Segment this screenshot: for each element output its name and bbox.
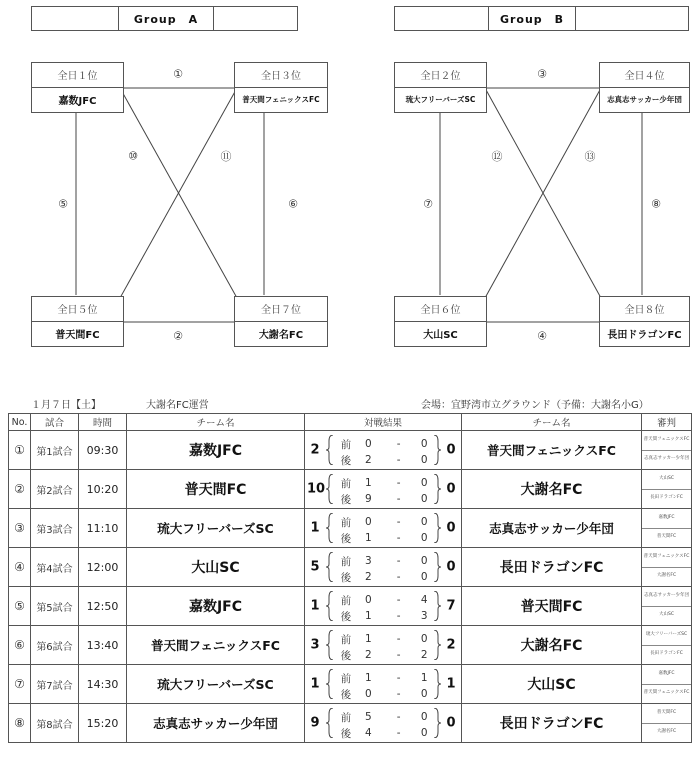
match-result bbox=[305, 509, 462, 548]
home-total-score: 1 bbox=[310, 598, 320, 614]
second-half-away: 0 bbox=[420, 454, 428, 466]
referee-2: 大山SC bbox=[659, 612, 674, 618]
team-name: 大謝名FC bbox=[258, 330, 304, 342]
group-b-team-top-right bbox=[599, 62, 690, 113]
first-half-home: 0 bbox=[364, 438, 372, 450]
referee-2: 大謝名FC bbox=[656, 573, 677, 579]
home-total-score: 10 bbox=[307, 481, 326, 497]
table-row bbox=[9, 509, 692, 548]
home-team: 志真志サッカー少年団 bbox=[127, 704, 305, 743]
team-name: 普天間フェニックスFC bbox=[242, 95, 320, 105]
first-half-away: 4 bbox=[420, 594, 428, 606]
home-total-score: 2 bbox=[310, 442, 320, 458]
away-total-score: 0 bbox=[446, 481, 456, 497]
header-time: 時間 bbox=[79, 414, 127, 431]
score-dash: - bbox=[396, 532, 401, 544]
match-time: 15:20 bbox=[79, 704, 127, 743]
second-half-away: 0 bbox=[420, 727, 428, 739]
table-row bbox=[9, 587, 692, 626]
header-no: No. bbox=[9, 414, 31, 431]
group-a-match-label-diag1: ⑩ bbox=[128, 149, 138, 163]
right-brace-icon bbox=[433, 552, 441, 582]
second-half-label: 後 bbox=[340, 454, 352, 467]
second-half-home: 1 bbox=[364, 610, 372, 622]
group-a-match-label-right: ⑥ bbox=[288, 197, 298, 211]
home-total-score: 1 bbox=[310, 520, 320, 536]
score-dash: - bbox=[396, 711, 401, 723]
home-team: 琉大フリーバーズSC bbox=[127, 665, 305, 704]
right-brace-icon bbox=[433, 474, 441, 504]
team-rank: 全日６位 bbox=[395, 297, 486, 322]
match-time: 12:50 bbox=[79, 587, 127, 626]
group-b-team-bottom-right bbox=[599, 296, 690, 347]
referee-cell bbox=[642, 587, 692, 626]
first-half-row bbox=[337, 632, 433, 646]
table-row bbox=[9, 665, 692, 704]
second-half-row bbox=[337, 609, 433, 623]
match-game: 第1試合 bbox=[31, 431, 79, 470]
score-dash: - bbox=[396, 672, 401, 684]
group-b-team-top-left bbox=[394, 62, 487, 113]
left-brace-icon bbox=[326, 474, 334, 504]
match-number: ② bbox=[9, 470, 31, 509]
referee-1: 普天間フェニックスFC bbox=[642, 432, 691, 451]
team-name: 嘉数JFC bbox=[58, 96, 97, 108]
second-half-row bbox=[337, 492, 433, 506]
group-a-team-top-left bbox=[31, 62, 124, 113]
away-team: 普天間フェニックスFC bbox=[462, 431, 642, 470]
team-name: 長田ドラゴンFC bbox=[607, 330, 682, 342]
header-game: 試合 bbox=[31, 414, 79, 431]
away-team: 大謝名FC bbox=[462, 470, 642, 509]
away-total-score: 0 bbox=[446, 559, 456, 575]
first-half-away: 0 bbox=[420, 555, 428, 567]
first-half-row bbox=[337, 554, 433, 568]
referee-cell bbox=[642, 548, 692, 587]
match-number: ⑤ bbox=[9, 587, 31, 626]
match-number: ① bbox=[9, 431, 31, 470]
second-half-row bbox=[337, 531, 433, 545]
venue: 会場：宜野湾市立グラウンド（予備：大謝名小G） bbox=[421, 400, 649, 411]
right-brace-icon bbox=[433, 630, 441, 660]
second-half-away: 0 bbox=[420, 493, 428, 505]
team-rank: 全日７位 bbox=[235, 297, 327, 322]
referee-1: 嘉数JFC bbox=[642, 510, 691, 529]
match-result bbox=[305, 470, 462, 509]
first-half-away: 1 bbox=[420, 672, 428, 684]
away-team: 長田ドラゴンFC bbox=[462, 548, 642, 587]
first-half-home: 0 bbox=[364, 516, 372, 528]
score-dash: - bbox=[396, 610, 401, 622]
score-dash: - bbox=[396, 555, 401, 567]
table-row bbox=[9, 626, 692, 665]
group-a-title: Group A bbox=[119, 7, 214, 30]
left-brace-icon bbox=[326, 630, 334, 660]
home-team: 嘉数JFC bbox=[127, 587, 305, 626]
first-half-label: 前 bbox=[340, 477, 352, 490]
second-half-label: 後 bbox=[340, 727, 352, 740]
referee-cell bbox=[642, 431, 692, 470]
group-b-title: Group B bbox=[489, 7, 576, 30]
right-brace-icon bbox=[433, 435, 441, 465]
second-half-row bbox=[337, 726, 433, 740]
home-team: 琉大フリーバーズSC bbox=[127, 509, 305, 548]
organizer: 大謝名FC運営 bbox=[146, 400, 209, 411]
referee-1: 普天間FC bbox=[642, 705, 691, 724]
away-team: 志真志サッカー少年団 bbox=[462, 509, 642, 548]
match-number: ⑦ bbox=[9, 665, 31, 704]
match-game: 第8試合 bbox=[31, 704, 79, 743]
left-brace-icon bbox=[326, 435, 334, 465]
match-number: ⑧ bbox=[9, 704, 31, 743]
referee-2: 普天間FC bbox=[656, 534, 677, 540]
first-half-label: 前 bbox=[340, 516, 352, 529]
score-dash: - bbox=[396, 633, 401, 645]
left-brace-icon bbox=[326, 591, 334, 621]
referee-cell bbox=[642, 626, 692, 665]
match-result bbox=[305, 665, 462, 704]
referee-1: 嘉数JFC bbox=[642, 666, 691, 685]
referee-cell bbox=[642, 470, 692, 509]
match-number: ⑥ bbox=[9, 626, 31, 665]
group-b-title-bar bbox=[394, 6, 689, 31]
team-rank: 全日４位 bbox=[600, 63, 689, 88]
header-ref: 審判 bbox=[642, 414, 692, 431]
right-brace-icon bbox=[433, 591, 441, 621]
left-brace-icon bbox=[326, 669, 334, 699]
away-team: 普天間FC bbox=[462, 587, 642, 626]
away-total-score: 2 bbox=[446, 637, 456, 653]
table-row bbox=[9, 548, 692, 587]
first-half-home: 1 bbox=[364, 477, 372, 489]
group-a-match-label-diag2: ⑪ bbox=[220, 150, 232, 163]
first-half-label: 前 bbox=[340, 438, 352, 451]
match-game: 第3試合 bbox=[31, 509, 79, 548]
match-date: １月７日【土】 bbox=[31, 400, 101, 411]
referee-1: 琉大フリーバーズSC bbox=[642, 627, 691, 646]
referee-cell bbox=[642, 509, 692, 548]
away-total-score: 0 bbox=[446, 442, 456, 458]
first-half-row bbox=[337, 710, 433, 724]
first-half-label: 前 bbox=[340, 555, 352, 568]
first-half-away: 0 bbox=[420, 711, 428, 723]
first-half-label: 前 bbox=[340, 633, 352, 646]
referee-2: 長田ドラゴンFC bbox=[650, 495, 683, 501]
score-dash: - bbox=[396, 438, 401, 450]
team-rank: 全日８位 bbox=[600, 297, 689, 322]
team-rank: 全日２位 bbox=[395, 63, 486, 88]
table-header-row bbox=[9, 414, 692, 431]
referee-cell bbox=[642, 704, 692, 743]
table-row bbox=[9, 704, 692, 743]
header-result: 対戦結果 bbox=[305, 414, 462, 431]
home-total-score: 1 bbox=[310, 676, 320, 692]
second-half-away: 0 bbox=[420, 571, 428, 583]
second-half-home: 4 bbox=[364, 727, 372, 739]
match-time: 14:30 bbox=[79, 665, 127, 704]
header-team2: チーム名 bbox=[462, 414, 642, 431]
away-team: 大謝名FC bbox=[462, 626, 642, 665]
second-half-label: 後 bbox=[340, 532, 352, 545]
match-result bbox=[305, 548, 462, 587]
group-b-match-label-bottom: ④ bbox=[537, 329, 547, 343]
second-half-label: 後 bbox=[340, 610, 352, 623]
second-half-home: 2 bbox=[364, 649, 372, 661]
left-brace-icon bbox=[326, 513, 334, 543]
score-dash: - bbox=[396, 688, 401, 700]
home-team: 普天間フェニックスFC bbox=[127, 626, 305, 665]
home-total-score: 9 bbox=[310, 715, 320, 731]
table-row bbox=[9, 431, 692, 470]
home-total-score: 5 bbox=[310, 559, 320, 575]
referee-cell bbox=[642, 665, 692, 704]
away-total-score: 0 bbox=[446, 520, 456, 536]
second-half-row bbox=[337, 648, 433, 662]
group-b-title-blank-right bbox=[576, 7, 688, 30]
home-team: 大山SC bbox=[127, 548, 305, 587]
second-half-row bbox=[337, 570, 433, 584]
match-number: ④ bbox=[9, 548, 31, 587]
team-name: 琉大フリーバーズSC bbox=[405, 95, 476, 105]
match-result bbox=[305, 704, 462, 743]
team-name: 普天間FC bbox=[55, 330, 100, 342]
first-half-row bbox=[337, 437, 433, 451]
first-half-row bbox=[337, 476, 433, 490]
group-a-match-label-bottom: ② bbox=[173, 329, 183, 343]
away-team: 長田ドラゴンFC bbox=[462, 704, 642, 743]
first-half-label: 前 bbox=[340, 594, 352, 607]
match-time: 13:40 bbox=[79, 626, 127, 665]
group-a-match-label-left: ⑤ bbox=[58, 197, 68, 211]
first-half-row bbox=[337, 593, 433, 607]
second-half-home: 9 bbox=[364, 493, 372, 505]
group-b-match-label-diag2: ⑬ bbox=[584, 150, 596, 163]
first-half-away: 0 bbox=[420, 477, 428, 489]
referee-2: 長田ドラゴンFC bbox=[650, 651, 683, 657]
first-half-label: 前 bbox=[340, 672, 352, 685]
match-number: ③ bbox=[9, 509, 31, 548]
score-dash: - bbox=[396, 493, 401, 505]
group-b-match-label-top: ③ bbox=[537, 67, 547, 81]
score-dash: - bbox=[396, 727, 401, 739]
first-half-away: 0 bbox=[420, 633, 428, 645]
first-half-home: 0 bbox=[364, 594, 372, 606]
second-half-home: 2 bbox=[364, 571, 372, 583]
match-time: 12:00 bbox=[79, 548, 127, 587]
schedule-table bbox=[8, 413, 692, 743]
score-dash: - bbox=[396, 571, 401, 583]
left-brace-icon bbox=[326, 708, 334, 738]
second-half-label: 後 bbox=[340, 649, 352, 662]
team-name: 志真志サッカー少年団 bbox=[607, 95, 682, 105]
first-half-label: 前 bbox=[340, 711, 352, 724]
match-result bbox=[305, 587, 462, 626]
match-game: 第7試合 bbox=[31, 665, 79, 704]
team-rank: 全日３位 bbox=[235, 63, 327, 88]
first-half-row bbox=[337, 515, 433, 529]
match-time: 09:30 bbox=[79, 431, 127, 470]
second-half-home: 1 bbox=[364, 532, 372, 544]
referee-2: 大謝名FC bbox=[656, 729, 677, 735]
referee-1: 普天間フェニックスFC bbox=[642, 549, 691, 568]
right-brace-icon bbox=[433, 669, 441, 699]
second-half-away: 0 bbox=[420, 688, 428, 700]
group-a-match-label-top: ① bbox=[173, 67, 183, 81]
match-result bbox=[305, 626, 462, 665]
group-a-team-bottom-right bbox=[234, 296, 328, 347]
first-half-home: 1 bbox=[364, 672, 372, 684]
team-rank: 全日１位 bbox=[32, 63, 123, 88]
first-half-away: 0 bbox=[420, 516, 428, 528]
score-dash: - bbox=[396, 594, 401, 606]
match-time: 11:10 bbox=[79, 509, 127, 548]
match-game: 第6試合 bbox=[31, 626, 79, 665]
second-half-home: 2 bbox=[364, 454, 372, 466]
second-half-away: 2 bbox=[420, 649, 428, 661]
home-team: 嘉数JFC bbox=[127, 431, 305, 470]
score-dash: - bbox=[396, 454, 401, 466]
match-game: 第2試合 bbox=[31, 470, 79, 509]
referee-2: 普天間フェニックスFC bbox=[643, 690, 690, 696]
second-half-label: 後 bbox=[340, 688, 352, 701]
team-rank: 全日５位 bbox=[32, 297, 123, 322]
away-team: 大山SC bbox=[462, 665, 642, 704]
away-total-score: 7 bbox=[446, 598, 456, 614]
second-half-row bbox=[337, 687, 433, 701]
match-game: 第4試合 bbox=[31, 548, 79, 587]
right-brace-icon bbox=[433, 708, 441, 738]
match-time: 10:20 bbox=[79, 470, 127, 509]
group-a-team-bottom-left bbox=[31, 296, 124, 347]
group-a-team-top-right bbox=[234, 62, 328, 113]
second-half-away: 0 bbox=[420, 532, 428, 544]
second-half-label: 後 bbox=[340, 571, 352, 584]
score-dash: - bbox=[396, 516, 401, 528]
second-half-away: 3 bbox=[420, 610, 428, 622]
first-half-home: 5 bbox=[364, 711, 372, 723]
away-total-score: 1 bbox=[446, 676, 456, 692]
header-team1: チーム名 bbox=[127, 414, 305, 431]
second-half-label: 後 bbox=[340, 493, 352, 506]
first-half-away: 0 bbox=[420, 438, 428, 450]
team-name: 大山SC bbox=[423, 330, 458, 342]
group-b-match-label-left: ⑦ bbox=[423, 197, 433, 211]
first-half-home: 3 bbox=[364, 555, 372, 567]
group-b-title-blank-left bbox=[395, 7, 489, 30]
table-row bbox=[9, 470, 692, 509]
right-brace-icon bbox=[433, 513, 441, 543]
match-game: 第5試合 bbox=[31, 587, 79, 626]
group-b-match-label-right: ⑧ bbox=[651, 197, 661, 211]
home-total-score: 3 bbox=[310, 637, 320, 653]
group-b-team-bottom-left bbox=[394, 296, 487, 347]
referee-1: 大山SC bbox=[642, 471, 691, 490]
first-half-row bbox=[337, 671, 433, 685]
referee-2: 志真志サッカー少年団 bbox=[644, 456, 689, 462]
first-half-home: 1 bbox=[364, 633, 372, 645]
away-total-score: 0 bbox=[446, 715, 456, 731]
match-result bbox=[305, 431, 462, 470]
score-dash: - bbox=[396, 477, 401, 489]
left-brace-icon bbox=[326, 552, 334, 582]
referee-1: 志真志サッカー少年団 bbox=[642, 588, 691, 607]
home-team: 普天間FC bbox=[127, 470, 305, 509]
second-half-home: 0 bbox=[364, 688, 372, 700]
group-b-match-label-diag1: ⑫ bbox=[491, 150, 503, 163]
second-half-row bbox=[337, 453, 433, 467]
score-dash: - bbox=[396, 649, 401, 661]
